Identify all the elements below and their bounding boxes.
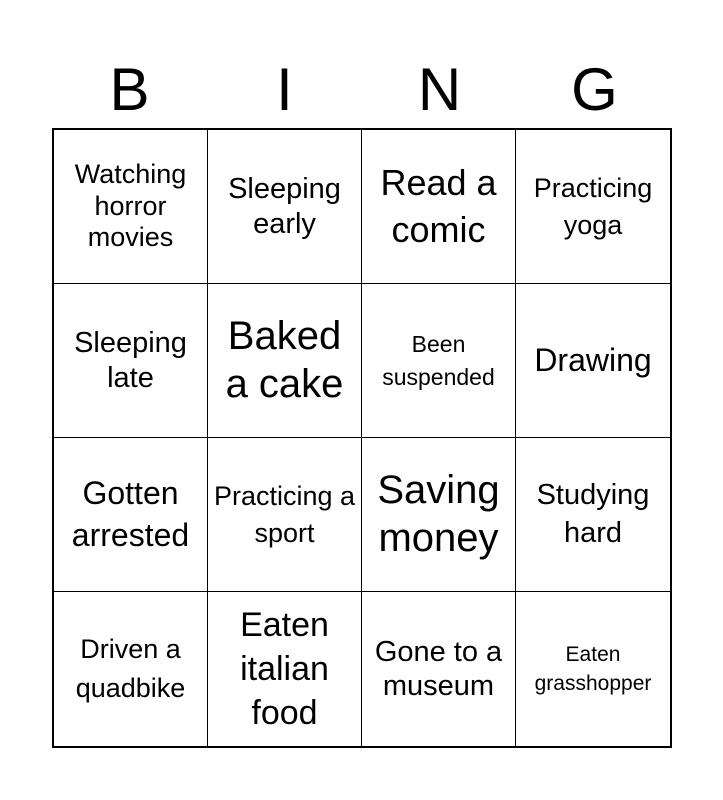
bingo-cell-r2-c2[interactable] bbox=[208, 284, 362, 438]
cell-text: Practicing yoga bbox=[533, 173, 653, 240]
cell-text: Baked a cake bbox=[225, 314, 344, 406]
header-letter-g: G bbox=[571, 56, 618, 123]
bingo-cell-r4-c4[interactable] bbox=[516, 592, 670, 746]
cell-text: Sleeping late bbox=[74, 327, 187, 394]
cell-text: Been suspended bbox=[382, 331, 495, 390]
cell-text: Gone to a museum bbox=[374, 635, 503, 702]
bingo-cell-r1-c3[interactable] bbox=[362, 130, 516, 284]
cell-text: Gotten arrested bbox=[71, 474, 190, 553]
bingo-cell-r4-c1[interactable] bbox=[54, 592, 208, 746]
header-letter-b: B bbox=[109, 56, 150, 123]
bingo-cell-r3-c3[interactable] bbox=[362, 438, 516, 592]
bingo-cell-r2-c3[interactable] bbox=[362, 284, 516, 438]
cell-text: Driven a quadbike bbox=[75, 633, 186, 703]
bingo-cell-r1-c2[interactable] bbox=[208, 130, 362, 284]
bingo-cell-r4-c3[interactable] bbox=[362, 592, 516, 746]
bingo-cell-r1-c4[interactable] bbox=[516, 130, 670, 284]
cell-text: Saving money bbox=[377, 468, 500, 560]
bingo-cell-r3-c2[interactable] bbox=[208, 438, 362, 592]
bingo-cell-r2-c4[interactable] bbox=[516, 284, 670, 438]
cell-text: Eaten grasshopper bbox=[534, 642, 652, 695]
bingo-cell-r1-c1[interactable] bbox=[54, 130, 208, 284]
bingo-header bbox=[52, 52, 672, 128]
bingo-board bbox=[52, 128, 672, 748]
header-letter-i: I bbox=[276, 56, 293, 123]
bingo-cell-r2-c1[interactable] bbox=[54, 284, 208, 438]
header-letter-n: N bbox=[417, 56, 462, 123]
cell-text: Sleeping early bbox=[228, 173, 341, 240]
cell-text: Studying hard bbox=[536, 478, 650, 549]
cell-text: Drawing bbox=[534, 341, 652, 378]
cell-text: Read a comic bbox=[380, 161, 497, 250]
cell-text: Eaten italian food bbox=[240, 605, 329, 733]
bingo-cell-r3-c1[interactable] bbox=[54, 438, 208, 592]
cell-text: Practicing a sport bbox=[213, 481, 356, 548]
bingo-cell-r4-c2[interactable] bbox=[208, 592, 362, 746]
bingo-cell-r3-c4[interactable] bbox=[516, 438, 670, 592]
cell-text: Watching horror movies bbox=[74, 158, 187, 253]
